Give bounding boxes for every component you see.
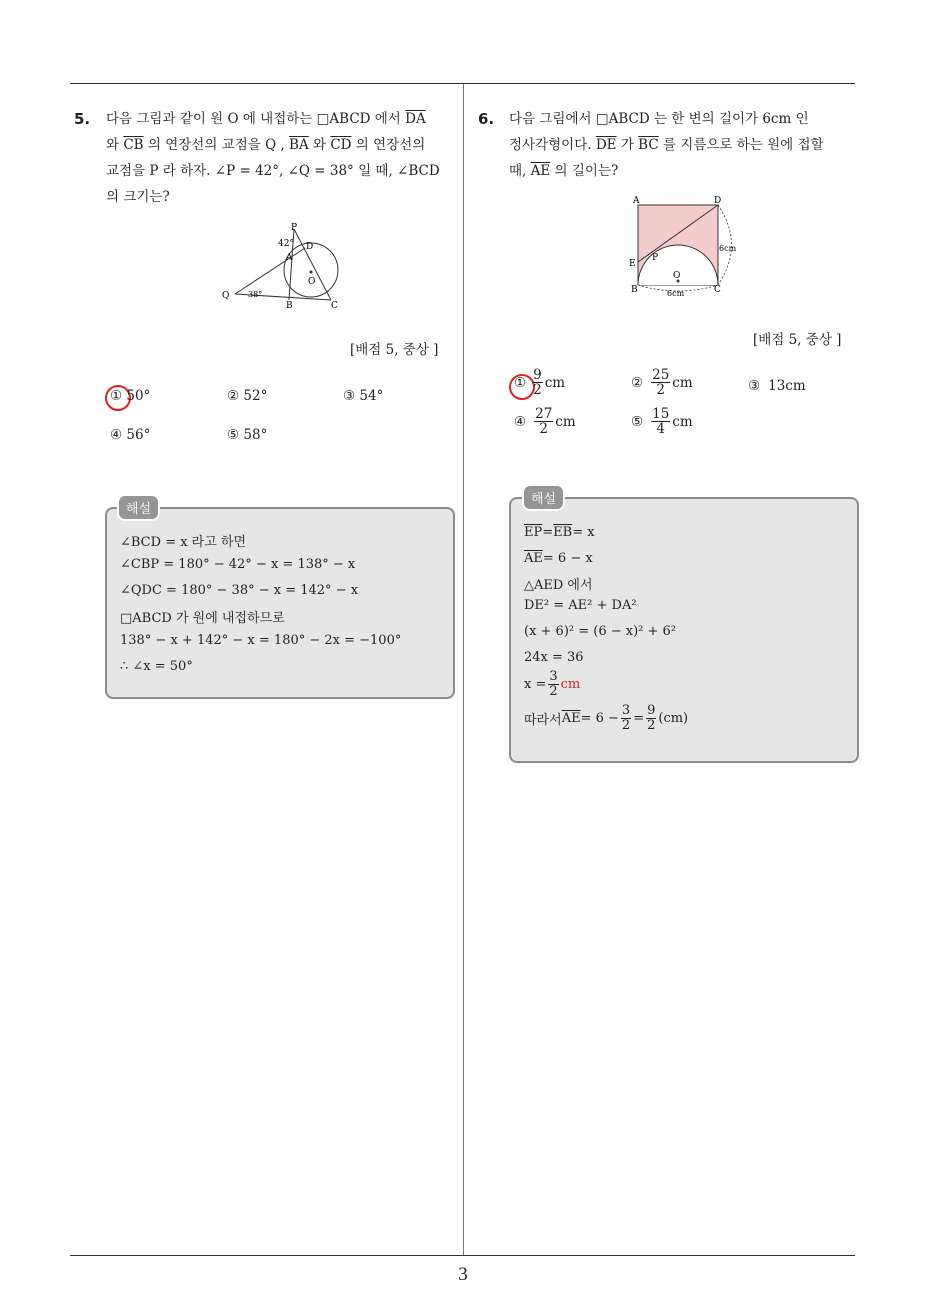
q6-sol-line: △AED 에서 (524, 578, 593, 593)
q5-sol-line: ∠CBP = 180° − 42° − x = 138° − x (120, 557, 356, 572)
q6-number: 6. (478, 110, 495, 128)
label-p: P (291, 223, 298, 233)
label-b: B (286, 301, 293, 310)
q6-sol-line: $\overline{AE}$ = 6 − x (524, 551, 593, 566)
q6-choice-3[interactable]: ③ 13cm (748, 378, 806, 394)
q6-meta: [배점 5, 중상 ] (753, 332, 842, 348)
q5-meta: [배점 5, 중상 ] (350, 342, 439, 358)
q5-number: 5. (74, 110, 91, 128)
q5-sol-line: □ABCD 가 원에 내접하므로 (120, 611, 285, 626)
q5-choice-1[interactable]: ① 50° (110, 388, 151, 404)
q5-solution-box (105, 507, 455, 699)
label-o: O (673, 271, 681, 281)
q5-choice-4[interactable]: ④ 56° (110, 427, 151, 443)
q6-sol-line: 24x = 36 (524, 650, 584, 665)
page-number: 3 (458, 1264, 468, 1285)
q6-choice-4[interactable]: ④ $\frac{27}{2}$ cm (514, 406, 576, 438)
q6-solution-tag: 해설 (522, 484, 565, 511)
line-qd (235, 248, 305, 294)
q5-solution-tag: 해설 (117, 494, 160, 521)
q6-choice-2[interactable]: ② $\frac{25}{2}$ cm (631, 367, 693, 399)
q6-sol-line: (x + 6)² = (6 − x)² + 6² (524, 624, 677, 639)
q5-choice-3[interactable]: ③ 54° (343, 388, 384, 404)
label-q: Q (222, 291, 230, 301)
q6-sol-line: $\overline{EP}$ = $\overline{EB}$ = x (524, 525, 595, 540)
q6-sol-line: DE² = AE² + DA² (524, 598, 637, 613)
q6-stem: 다음 그림에서 □ABCD 는 한 변의 길이가 6cm 인 정사각형이다. $\overline{DE}$ 가 $\overline{BC}$ 를 지름으로 하는 원에 접할 때, $\overline{AE}$ 의 길이는? (509, 111, 824, 179)
label-p: P (652, 253, 659, 263)
label-a: A (633, 196, 640, 206)
label-b: B (631, 285, 638, 295)
label-d: D (306, 242, 314, 252)
label-bottom: 6cm (667, 289, 685, 298)
q6-sol-line: 따라서 $\overline{AE}$ = 6 − $\frac{3}{2}$ = $\frac{9}{2}$ (cm) (524, 703, 689, 733)
q5-stem: 다음 그림과 같이 원 O 에 내접하는 □ABCD 에서 $\overline{DA}$ 와 $\overline{CB}$ 의 연장선의 교점을 Q , $\overline{BA}$ 와 $\overline{CD}$ 의 연장선의 교점을 P 라 하자. ∠P = 42°, ∠Q = 38° 일 때, ∠BCD 의 크기는? (106, 111, 440, 205)
q5-figure (215, 220, 350, 310)
q5-choice-2[interactable]: ② 52° (227, 388, 268, 404)
q6-solution-box (509, 497, 859, 763)
q6-choice-1[interactable]: ① $\frac{9}{2}$ cm (514, 367, 566, 399)
q5-sol-line: 138° − x + 142° − x = 180° − 2x = −100° (120, 633, 402, 648)
q6-figure (625, 192, 750, 300)
q5-sol-line: ∴ ∠x = 50° (120, 659, 193, 674)
label-d: D (714, 196, 722, 206)
label-angle-p: 42° (278, 239, 294, 249)
label-c: C (331, 301, 338, 310)
bottom-rule (70, 1255, 855, 1256)
label-e: E (629, 259, 636, 269)
column-divider (463, 84, 464, 1256)
label-o: O (308, 277, 316, 287)
q6-sol-line: x = $\frac{3}{2}$ cm (524, 669, 581, 699)
line-pc (294, 229, 331, 300)
label-c: C (714, 285, 721, 295)
label-a: A (286, 253, 293, 263)
center-dot (310, 271, 313, 274)
q5-sol-line: ∠QDC = 180° − 38° − x = 142° − x (120, 583, 359, 598)
label-angle-q: 38° (248, 290, 263, 299)
q5-choice-5[interactable]: ⑤ 58° (227, 427, 268, 443)
label-side: 6cm (719, 244, 737, 253)
q5-sol-line: ∠BCD = x 라고 하면 (120, 535, 247, 550)
q6-choice-5[interactable]: ⑤ $\frac{15}{4}$ cm (631, 406, 693, 438)
